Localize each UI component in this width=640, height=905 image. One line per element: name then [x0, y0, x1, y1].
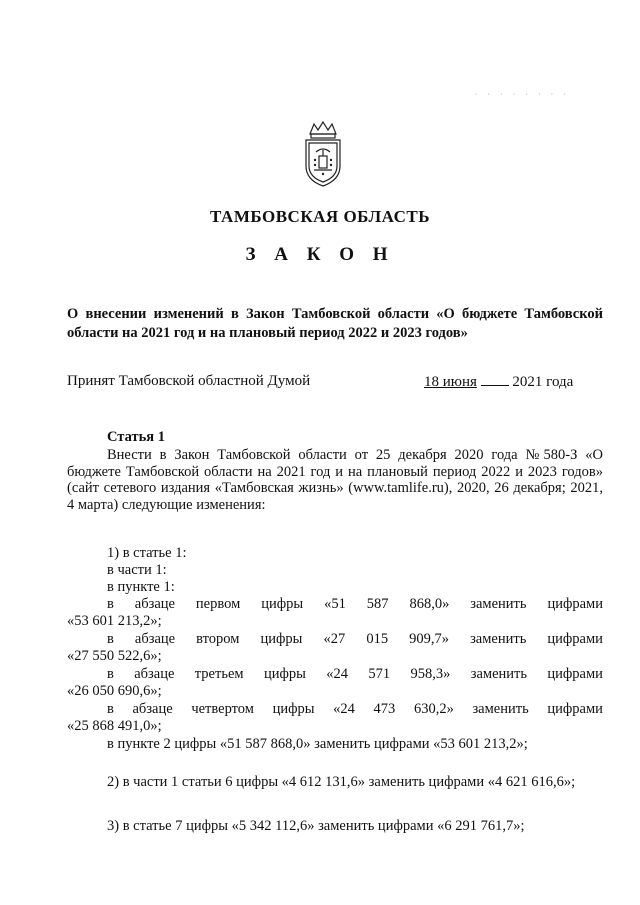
document-type: З А К О Н — [245, 244, 395, 265]
paragraph-2-row — [107, 631, 603, 648]
item-1-point: в пункте 1: — [107, 579, 175, 595]
word: «24 — [333, 701, 355, 717]
adoption-year: 2021 года — [512, 374, 574, 390]
word: первом — [195, 596, 241, 612]
article-intro — [67, 447, 603, 513]
paragraph-1-row — [107, 596, 603, 613]
word: абзаце — [132, 701, 173, 717]
region-title: ТАМБОВСКАЯ ОБЛАСТЬ — [210, 207, 430, 226]
word: «24 — [326, 666, 348, 682]
article-heading: Статья 1 — [107, 429, 165, 445]
word: втором — [196, 631, 240, 647]
word: «27 — [323, 631, 346, 647]
word: абзаце — [134, 596, 175, 612]
scan-marks: · · · · · · · · — [474, 90, 570, 99]
article-intro-rest: «О бюджете Тамбовской области на 2021 год и на плановый период 2022 и 2023 годов» (сайт сетевого издания «Тамбовская жизнь» (www.tamlife.ru), 2020, 26 декабря; 2021, 4 марта) следующие изменения: — [67, 447, 604, 513]
paragraph-3-row — [107, 666, 603, 683]
word: заменить — [470, 631, 527, 647]
item-1-point-2: в пункте 2 цифры «51 587 868,0» заменить цифрами «53 601 213,2»; — [107, 736, 528, 752]
law-subject: О внесении изменений в Закон Тамбовской области «О бюджете Тамбовской области на 2021 год и на плановый период 2022 и 2023 годов» — [67, 306, 603, 341]
word: третьем — [194, 666, 244, 682]
word: цифрами — [547, 701, 603, 717]
adoption-day-month: 18 июня — [424, 374, 477, 390]
paragraph-4-row — [107, 701, 603, 718]
word: цифрами — [547, 596, 603, 612]
word: 868,0» — [409, 596, 450, 612]
word: абзаце — [134, 666, 175, 682]
word: заменить — [472, 701, 529, 717]
word: в — [107, 596, 114, 612]
word: 473 — [373, 701, 396, 717]
word: 909,7» — [409, 631, 449, 647]
word: «51 — [324, 596, 346, 612]
word: заменить — [470, 596, 527, 612]
word: 571 — [368, 666, 391, 682]
word: четвертом — [191, 701, 254, 717]
adoption-date — [424, 373, 573, 391]
word: в — [107, 701, 114, 717]
item-2: 2) в части 1 статьи 6 цифры «4 612 131,6» заменить цифрами «4 621 616,6»; — [107, 774, 576, 790]
word: цифрами — [547, 666, 603, 682]
word: абзаце — [134, 631, 176, 647]
article-intro-line1: Внести в Закон Тамбовской области от 25 декабря 2020 года №580-З — [107, 447, 578, 463]
word: цифры — [263, 666, 306, 682]
word: в — [107, 631, 114, 647]
word: 630,2» — [413, 701, 454, 717]
paragraph-1-new-value: «53 601 213,2»; — [67, 613, 162, 629]
word: 587 — [366, 596, 389, 612]
word: цифры — [272, 701, 315, 717]
word: 958,3» — [410, 666, 451, 682]
item-1-part: в части 1: — [107, 562, 167, 578]
word: цифрами — [547, 631, 603, 647]
paragraph-2-new-value: «27 550 522,6»; — [67, 648, 162, 664]
date-underline — [481, 373, 509, 386]
adoption-label: Принят Тамбовской областной Думой — [67, 373, 311, 389]
word: цифры — [260, 631, 303, 647]
paragraph-4-new-value: «25 868 491,0»; — [67, 718, 162, 734]
item-1-title: 1) в статье 1: — [107, 545, 187, 561]
word: в — [107, 666, 114, 682]
word: 015 — [366, 631, 389, 647]
item-3: 3) в статье 7 цифры «5 342 112,6» заменить цифрами «6 291 761,7»; — [107, 818, 525, 834]
coat-of-arms-icon — [300, 120, 346, 188]
paragraph-3-new-value: «26 050 690,6»; — [67, 683, 162, 699]
word: заменить — [470, 666, 527, 682]
word: цифры — [261, 596, 304, 612]
